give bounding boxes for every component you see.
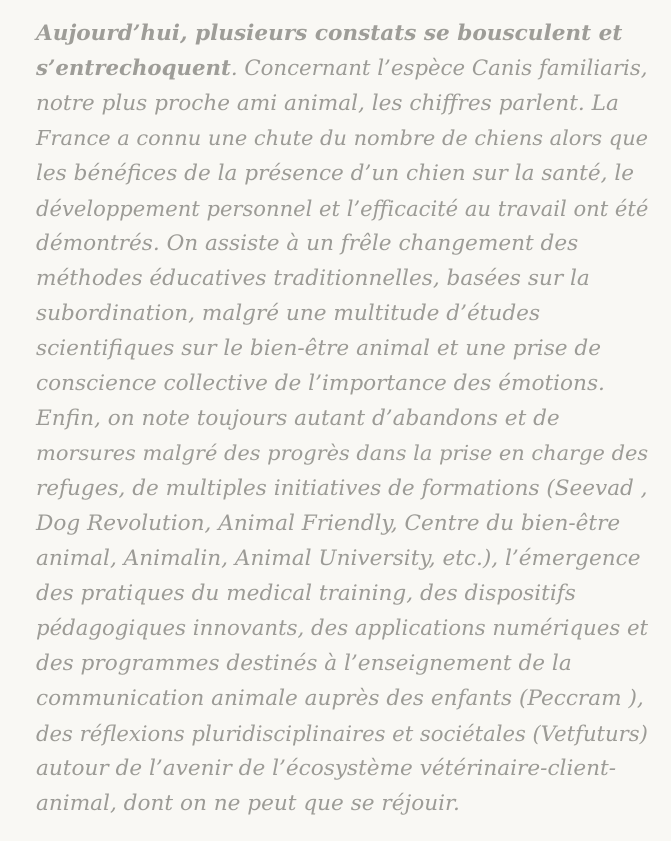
article-paragraph: [36, 16, 648, 821]
paragraph-line: méthodes éducatives traditionnelles, basées sur la: [36, 266, 590, 291]
paragraph-line: subordination, malgré une multitude d’études: [36, 301, 541, 326]
paragraph-line: développement personnel et l’efficacité au travail ont été: [36, 196, 649, 221]
paragraph-line: démontrés. On assiste à un frêle changement des: [36, 231, 579, 256]
paragraph-line: France a connu une chute du nombre de chiens alors que: [36, 126, 649, 150]
paragraph-line: scientifiques sur le bien-être animal et une prise de: [36, 336, 602, 361]
paragraph-line: conscience collective de l’importance des émotions.: [36, 371, 605, 396]
paragraph-line: morsures malgré des progrès dans la prise en charge des: [36, 441, 649, 465]
paragraph-line: notre plus proche ami animal, les chiffres parlent. La: [36, 91, 619, 116]
paragraph-line: [36, 16, 648, 51]
lead-phrase-end: s’entrechoquent: [36, 56, 231, 81]
paragraph-line: les bénéfices de la présence d’un chien sur la santé, le: [36, 161, 635, 186]
paragraph-line: refuges, de multiples initiatives de formations (Seevad ,: [36, 476, 648, 501]
paragraph-text: . Concernant l’espèce Canis familiaris,: [230, 56, 648, 81]
paragraph-line: [36, 51, 648, 86]
paragraph-line: Dog Revolution, Animal Friendly, Centre du bien-être: [36, 511, 621, 536]
paragraph-line: pédagogiques innovants, des applications numériques et: [36, 616, 649, 641]
paragraph-line: des programmes destinés à l’enseignement de la: [36, 651, 572, 676]
paragraph-line: des réflexions pluridisciplinaires et sociétales (Vetfuturs): [36, 721, 648, 746]
paragraph-line: animal, dont on ne peut que se réjouir.: [36, 791, 460, 816]
paragraph-line: des pratiques du medical training, des dispositifs: [36, 581, 576, 606]
paragraph-line: autour de l’avenir de l’écosystème vétérinaire-client-: [36, 756, 617, 781]
lead-phrase: Aujourd’hui, plusieurs constats se bousculent et: [36, 21, 623, 46]
paragraph-line: animal, Animalin, Animal University, etc.), l’émergence: [36, 546, 641, 571]
paragraph-line: Enfin, on note toujours autant d’abandons et de: [36, 406, 560, 431]
paragraph-line: communication animale auprès des enfants (Peccram ),: [36, 686, 644, 711]
